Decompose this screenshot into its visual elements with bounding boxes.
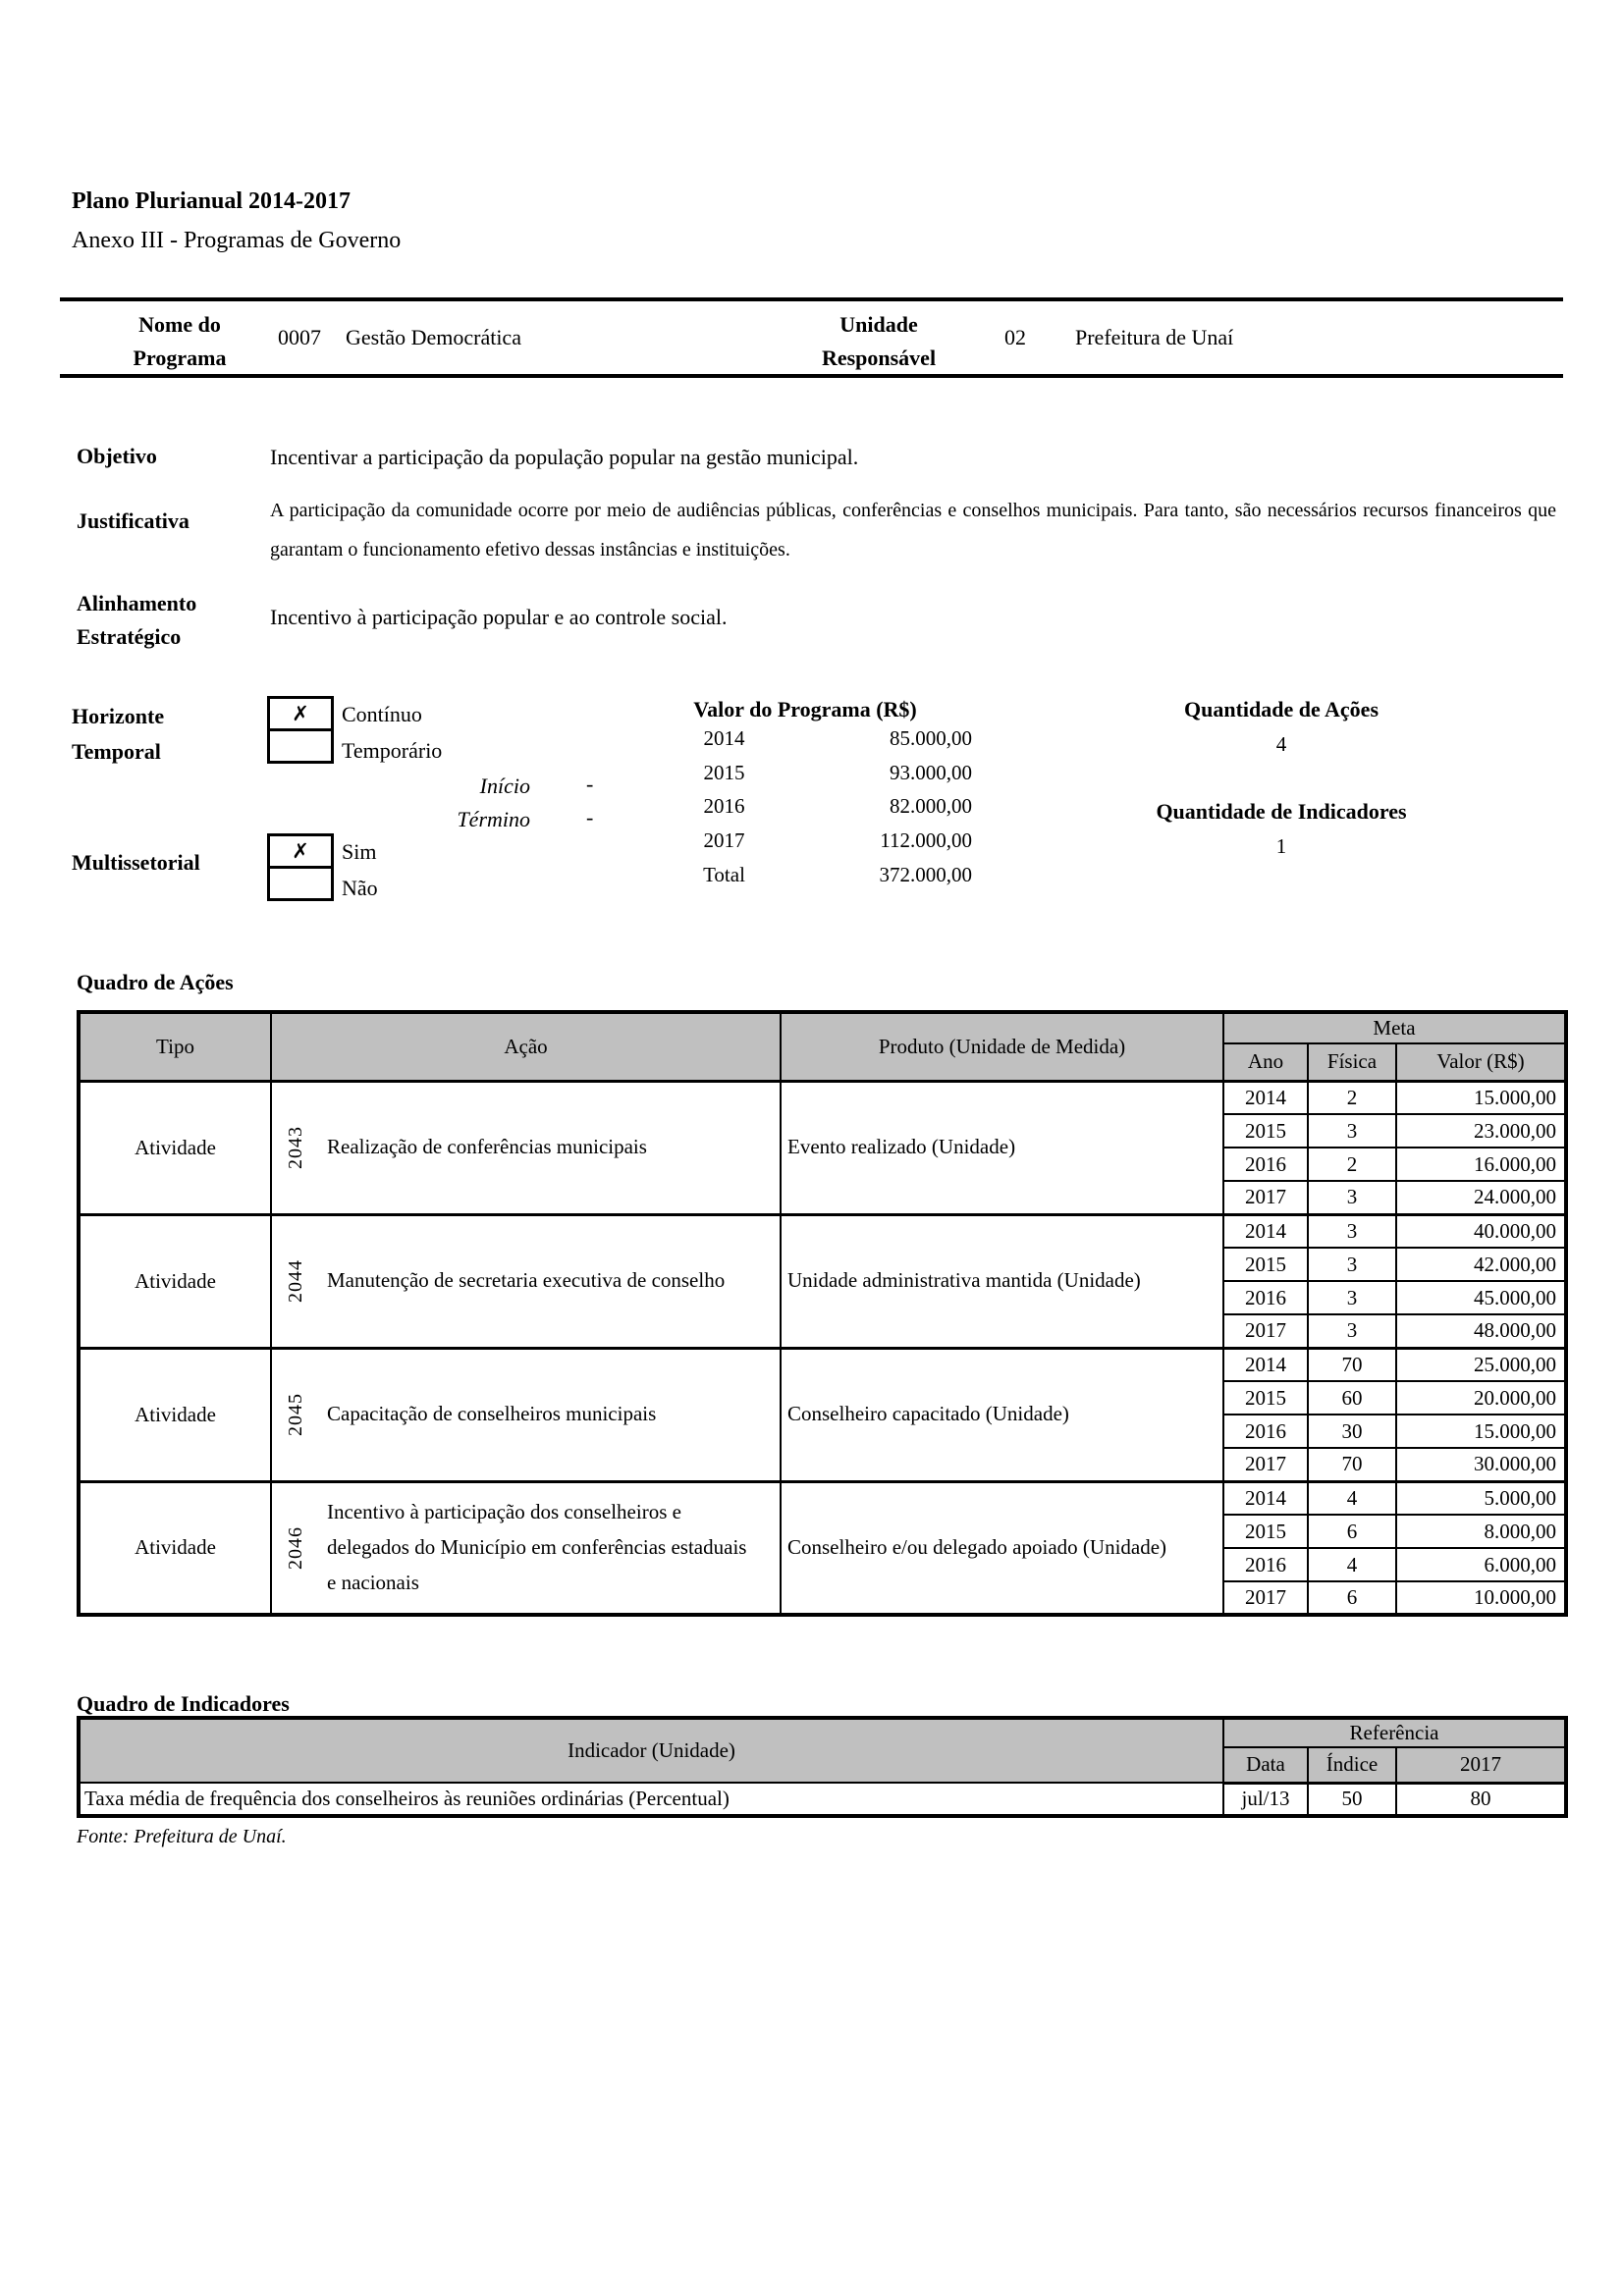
- valor-programa-row: [638, 761, 972, 795]
- header-indicador: Indicador (Unidade): [79, 1718, 1223, 1783]
- justificativa-text: A participação da comunidade ocorre por meio de audiências públicas, conferências e conselhos municipais. Para tanto, são necessários recursos financeiros que garantam o funcionamento efetivo dessas instâncias e instituições.: [270, 500, 1556, 561]
- meta-fisica-cell: 6: [1308, 1515, 1396, 1548]
- meta-valor-cell: 30.000,00: [1396, 1448, 1566, 1481]
- justificativa-label: Justificativa: [77, 508, 189, 533]
- continuo-label: Contínuo: [342, 702, 422, 726]
- header-produto: Produto (Unidade de Medida): [781, 1012, 1223, 1081]
- acao-description: Manutenção de secretaria executiva de conselho: [327, 1268, 726, 1293]
- nao-label: Não: [342, 876, 378, 900]
- header-valor: Valor (R$): [1396, 1043, 1566, 1081]
- vp-value: 82.000,00: [890, 794, 972, 819]
- vp-year-label: 2017: [703, 828, 745, 853]
- continuo-checkbox: [267, 696, 334, 731]
- doc-subtitle: Anexo III - Programas de Governo: [72, 228, 402, 253]
- unit-code: 02: [1004, 325, 1026, 349]
- tipo-cell: Atividade: [79, 1348, 271, 1481]
- acao-code-vertical: 2044: [285, 1259, 306, 1303]
- indicador-cell: Taxa média de frequência dos conselheiros às reuniões ordinárias (Percentual): [79, 1783, 1223, 1816]
- sim-check-mark: ✗: [292, 838, 309, 863]
- meta-valor-cell: 45.000,00: [1396, 1281, 1566, 1314]
- header-ref-2017: 2017: [1396, 1747, 1566, 1783]
- vp-year-label: Total: [703, 862, 745, 886]
- vp-year-label: 2016: [703, 794, 745, 819]
- meta-ano-cell: 2016: [1223, 1415, 1308, 1448]
- header-data: Data: [1223, 1747, 1308, 1783]
- meta-ano-cell: 2016: [1223, 1548, 1308, 1581]
- multissetorial-checkbox-group: [267, 833, 334, 901]
- header-acao: Ação: [271, 1012, 781, 1081]
- sim-checkbox: [267, 833, 334, 869]
- continuo-check-mark: ✗: [292, 701, 309, 725]
- objetivo-text: Incentivar a participação da população popular na gestão municipal.: [270, 445, 859, 469]
- rule-bottom: [60, 374, 1563, 378]
- alinhamento-label-line2: Estratégico: [77, 624, 182, 649]
- meta-valor-cell: 20.000,00: [1396, 1381, 1566, 1415]
- quadro-indicadores-title: Quadro de Indicadores: [77, 1691, 290, 1716]
- meta-fisica-cell: 3: [1308, 1248, 1396, 1281]
- temporario-label: Temporário: [342, 738, 443, 763]
- vp-year-label: 2014: [703, 726, 745, 750]
- indicador-row: [79, 1783, 1566, 1816]
- meta-valor-cell: 16.000,00: [1396, 1148, 1566, 1181]
- meta-fisica-cell: 3: [1308, 1281, 1396, 1314]
- produto-description: Unidade administrativa mantida (Unidade): [787, 1268, 1141, 1293]
- objetivo-label: Objetivo: [77, 444, 157, 468]
- meta-valor-cell: 23.000,00: [1396, 1114, 1566, 1148]
- quantidade-acoes-label: Quantidade de Ações: [1183, 697, 1380, 721]
- meta-ano-cell: 2015: [1223, 1515, 1308, 1548]
- meta-valor-cell: 48.000,00: [1396, 1314, 1566, 1348]
- produto-cell: [781, 1081, 1223, 1214]
- indicadores-table-header: [79, 1718, 1566, 1783]
- produto-cell: [781, 1348, 1223, 1481]
- ref-data-cell: jul/13: [1223, 1783, 1308, 1816]
- unit-label: [758, 308, 1000, 375]
- program-name-label: [77, 308, 283, 375]
- acao-meta-row: [79, 1348, 1566, 1381]
- produto-description: Conselheiro e/ou delegado apoiado (Unidade): [787, 1534, 1167, 1559]
- produto-cell: [781, 1481, 1223, 1615]
- quantidade-indicadores-label: Quantidade de Indicadores: [1156, 799, 1407, 824]
- tipo-cell: Atividade: [79, 1214, 271, 1348]
- unit-label-line1: Unidade: [839, 312, 918, 337]
- meta-valor-cell: 40.000,00: [1396, 1214, 1566, 1248]
- horizonte-label-line2: Temporal: [72, 739, 161, 764]
- acao-code-vertical: 2043: [285, 1126, 306, 1169]
- horizonte-checkbox-group: [267, 696, 334, 764]
- acao-cell-content: [273, 1495, 779, 1600]
- meta-ano-cell: 2014: [1223, 1348, 1308, 1381]
- inicio-label: Início: [479, 774, 530, 798]
- acao-cell: [271, 1481, 781, 1615]
- meta-valor-cell: 24.000,00: [1396, 1181, 1566, 1214]
- header-referencia: Referência: [1223, 1718, 1566, 1747]
- vp-value: 85.000,00: [890, 726, 972, 750]
- header-tipo: Tipo: [79, 1012, 271, 1081]
- sim-label: Sim: [342, 839, 377, 864]
- acao-description: Realização de conferências municipais: [327, 1135, 647, 1159]
- acao-cell: [271, 1348, 781, 1481]
- program-name-label-line2: Programa: [133, 346, 227, 370]
- meta-valor-cell: 25.000,00: [1396, 1348, 1566, 1381]
- horizonte-temporal-label: [72, 699, 164, 770]
- program-name-label-line1: Nome do: [138, 312, 221, 337]
- valor-programa-row: [638, 828, 972, 863]
- meta-ano-cell: 2015: [1223, 1248, 1308, 1281]
- header-fisica: Física: [1308, 1043, 1396, 1081]
- valor-programa-row: [638, 863, 972, 897]
- meta-valor-cell: 10.000,00: [1396, 1581, 1566, 1615]
- meta-fisica-cell: 3: [1308, 1114, 1396, 1148]
- quantidade-indicadores-value: 1: [1275, 834, 1287, 858]
- acao-description: Incentivo à participação dos conselheiros e delegados do Município em conferências estaduais e nacionais: [327, 1500, 747, 1594]
- unit-name: Prefeitura de Unaí: [1075, 325, 1234, 349]
- meta-valor-cell: 15.000,00: [1396, 1415, 1566, 1448]
- acoes-table-header: [79, 1012, 1566, 1081]
- meta-ano-cell: 2017: [1223, 1181, 1308, 1214]
- produto-description: Evento realizado (Unidade): [787, 1135, 1016, 1159]
- acao-meta-row: [79, 1214, 1566, 1248]
- termino-value: -: [586, 805, 594, 829]
- meta-fisica-cell: 3: [1308, 1181, 1396, 1214]
- meta-valor-cell: 42.000,00: [1396, 1248, 1566, 1281]
- meta-ano-cell: 2017: [1223, 1581, 1308, 1615]
- tipo-cell: Atividade: [79, 1481, 271, 1615]
- produto-cell: [781, 1214, 1223, 1348]
- meta-ano-cell: 2016: [1223, 1148, 1308, 1181]
- rule-top: [60, 297, 1563, 301]
- meta-valor-cell: 8.000,00: [1396, 1515, 1566, 1548]
- meta-ano-cell: 2014: [1223, 1481, 1308, 1515]
- meta-fisica-cell: 60: [1308, 1381, 1396, 1415]
- header-indice: Índice: [1308, 1747, 1396, 1783]
- meta-fisica-cell: 2: [1308, 1148, 1396, 1181]
- multissetorial-label: Multissetorial: [72, 850, 200, 875]
- ref-indice-cell: 50: [1308, 1783, 1396, 1816]
- meta-fisica-cell: 70: [1308, 1348, 1396, 1381]
- vp-year-label: 2015: [703, 760, 745, 784]
- alinhamento-label-line1: Alinhamento: [77, 591, 197, 615]
- acao-cell: [271, 1214, 781, 1348]
- meta-ano-cell: 2015: [1223, 1114, 1308, 1148]
- header-meta: Meta: [1223, 1012, 1566, 1043]
- nao-checkbox: [267, 866, 334, 901]
- alinhamento-text: Incentivo à participação popular e ao controle social.: [270, 605, 728, 629]
- meta-ano-cell: 2016: [1223, 1281, 1308, 1314]
- meta-ano-cell: 2015: [1223, 1381, 1308, 1415]
- meta-fisica-cell: 2: [1308, 1081, 1396, 1114]
- valor-programa-row: [638, 726, 972, 761]
- meta-fisica-cell: 30: [1308, 1415, 1396, 1448]
- acao-meta-row: [79, 1481, 1566, 1515]
- produto-description: Conselheiro capacitado (Unidade): [787, 1402, 1069, 1426]
- header-ano: Ano: [1223, 1043, 1308, 1081]
- alinhamento-label: [77, 587, 196, 654]
- fonte-note: Fonte: Prefeitura de Unaí.: [77, 1826, 287, 1847]
- acao-cell-content: [273, 1259, 779, 1303]
- meta-valor-cell: 5.000,00: [1396, 1481, 1566, 1515]
- acao-description: Capacitação de conselheiros municipais: [327, 1402, 657, 1426]
- meta-ano-cell: 2014: [1223, 1214, 1308, 1248]
- quadro-acoes-title: Quadro de Ações: [77, 970, 234, 994]
- quantidade-acoes-value: 4: [1275, 732, 1287, 756]
- temporario-checkbox: [267, 728, 334, 764]
- valor-programa-rows: [638, 726, 972, 896]
- meta-fisica-cell: 70: [1308, 1448, 1396, 1481]
- meta-valor-cell: 15.000,00: [1396, 1081, 1566, 1114]
- meta-ano-cell: 2014: [1223, 1081, 1308, 1114]
- meta-ano-cell: 2017: [1223, 1448, 1308, 1481]
- doc-title: Plano Plurianual 2014-2017: [72, 188, 352, 214]
- vp-value: 112.000,00: [880, 828, 972, 853]
- acao-cell: [271, 1081, 781, 1214]
- acao-cell-content: [273, 1126, 779, 1169]
- meta-fisica-cell: 3: [1308, 1314, 1396, 1348]
- acao-code-vertical: 2046: [285, 1525, 306, 1570]
- program-name: Gestão Democrática: [346, 325, 521, 349]
- indicadores-table: [77, 1716, 1568, 1818]
- termino-label: Término: [457, 807, 530, 831]
- acoes-table: [77, 1010, 1568, 1617]
- acao-meta-row: [79, 1081, 1566, 1114]
- valor-programa-title: Valor do Programa (R$): [693, 697, 917, 721]
- meta-fisica-cell: 4: [1308, 1548, 1396, 1581]
- vp-value: 93.000,00: [890, 760, 972, 784]
- horizonte-label-line1: Horizonte: [72, 704, 165, 728]
- program-code: 0007: [278, 325, 321, 349]
- acao-code-vertical: 2045: [285, 1393, 306, 1436]
- valor-programa-row: [638, 794, 972, 828]
- meta-fisica-cell: 4: [1308, 1481, 1396, 1515]
- ref-2017-cell: 80: [1396, 1783, 1566, 1816]
- meta-ano-cell: 2017: [1223, 1314, 1308, 1348]
- unit-label-line2: Responsável: [821, 346, 937, 370]
- acao-cell-content: [273, 1393, 779, 1436]
- vp-value: 372.000,00: [879, 862, 972, 886]
- meta-fisica-cell: 3: [1308, 1214, 1396, 1248]
- meta-fisica-cell: 6: [1308, 1581, 1396, 1615]
- inicio-value: -: [586, 772, 594, 796]
- meta-valor-cell: 6.000,00: [1396, 1548, 1566, 1581]
- tipo-cell: Atividade: [79, 1081, 271, 1214]
